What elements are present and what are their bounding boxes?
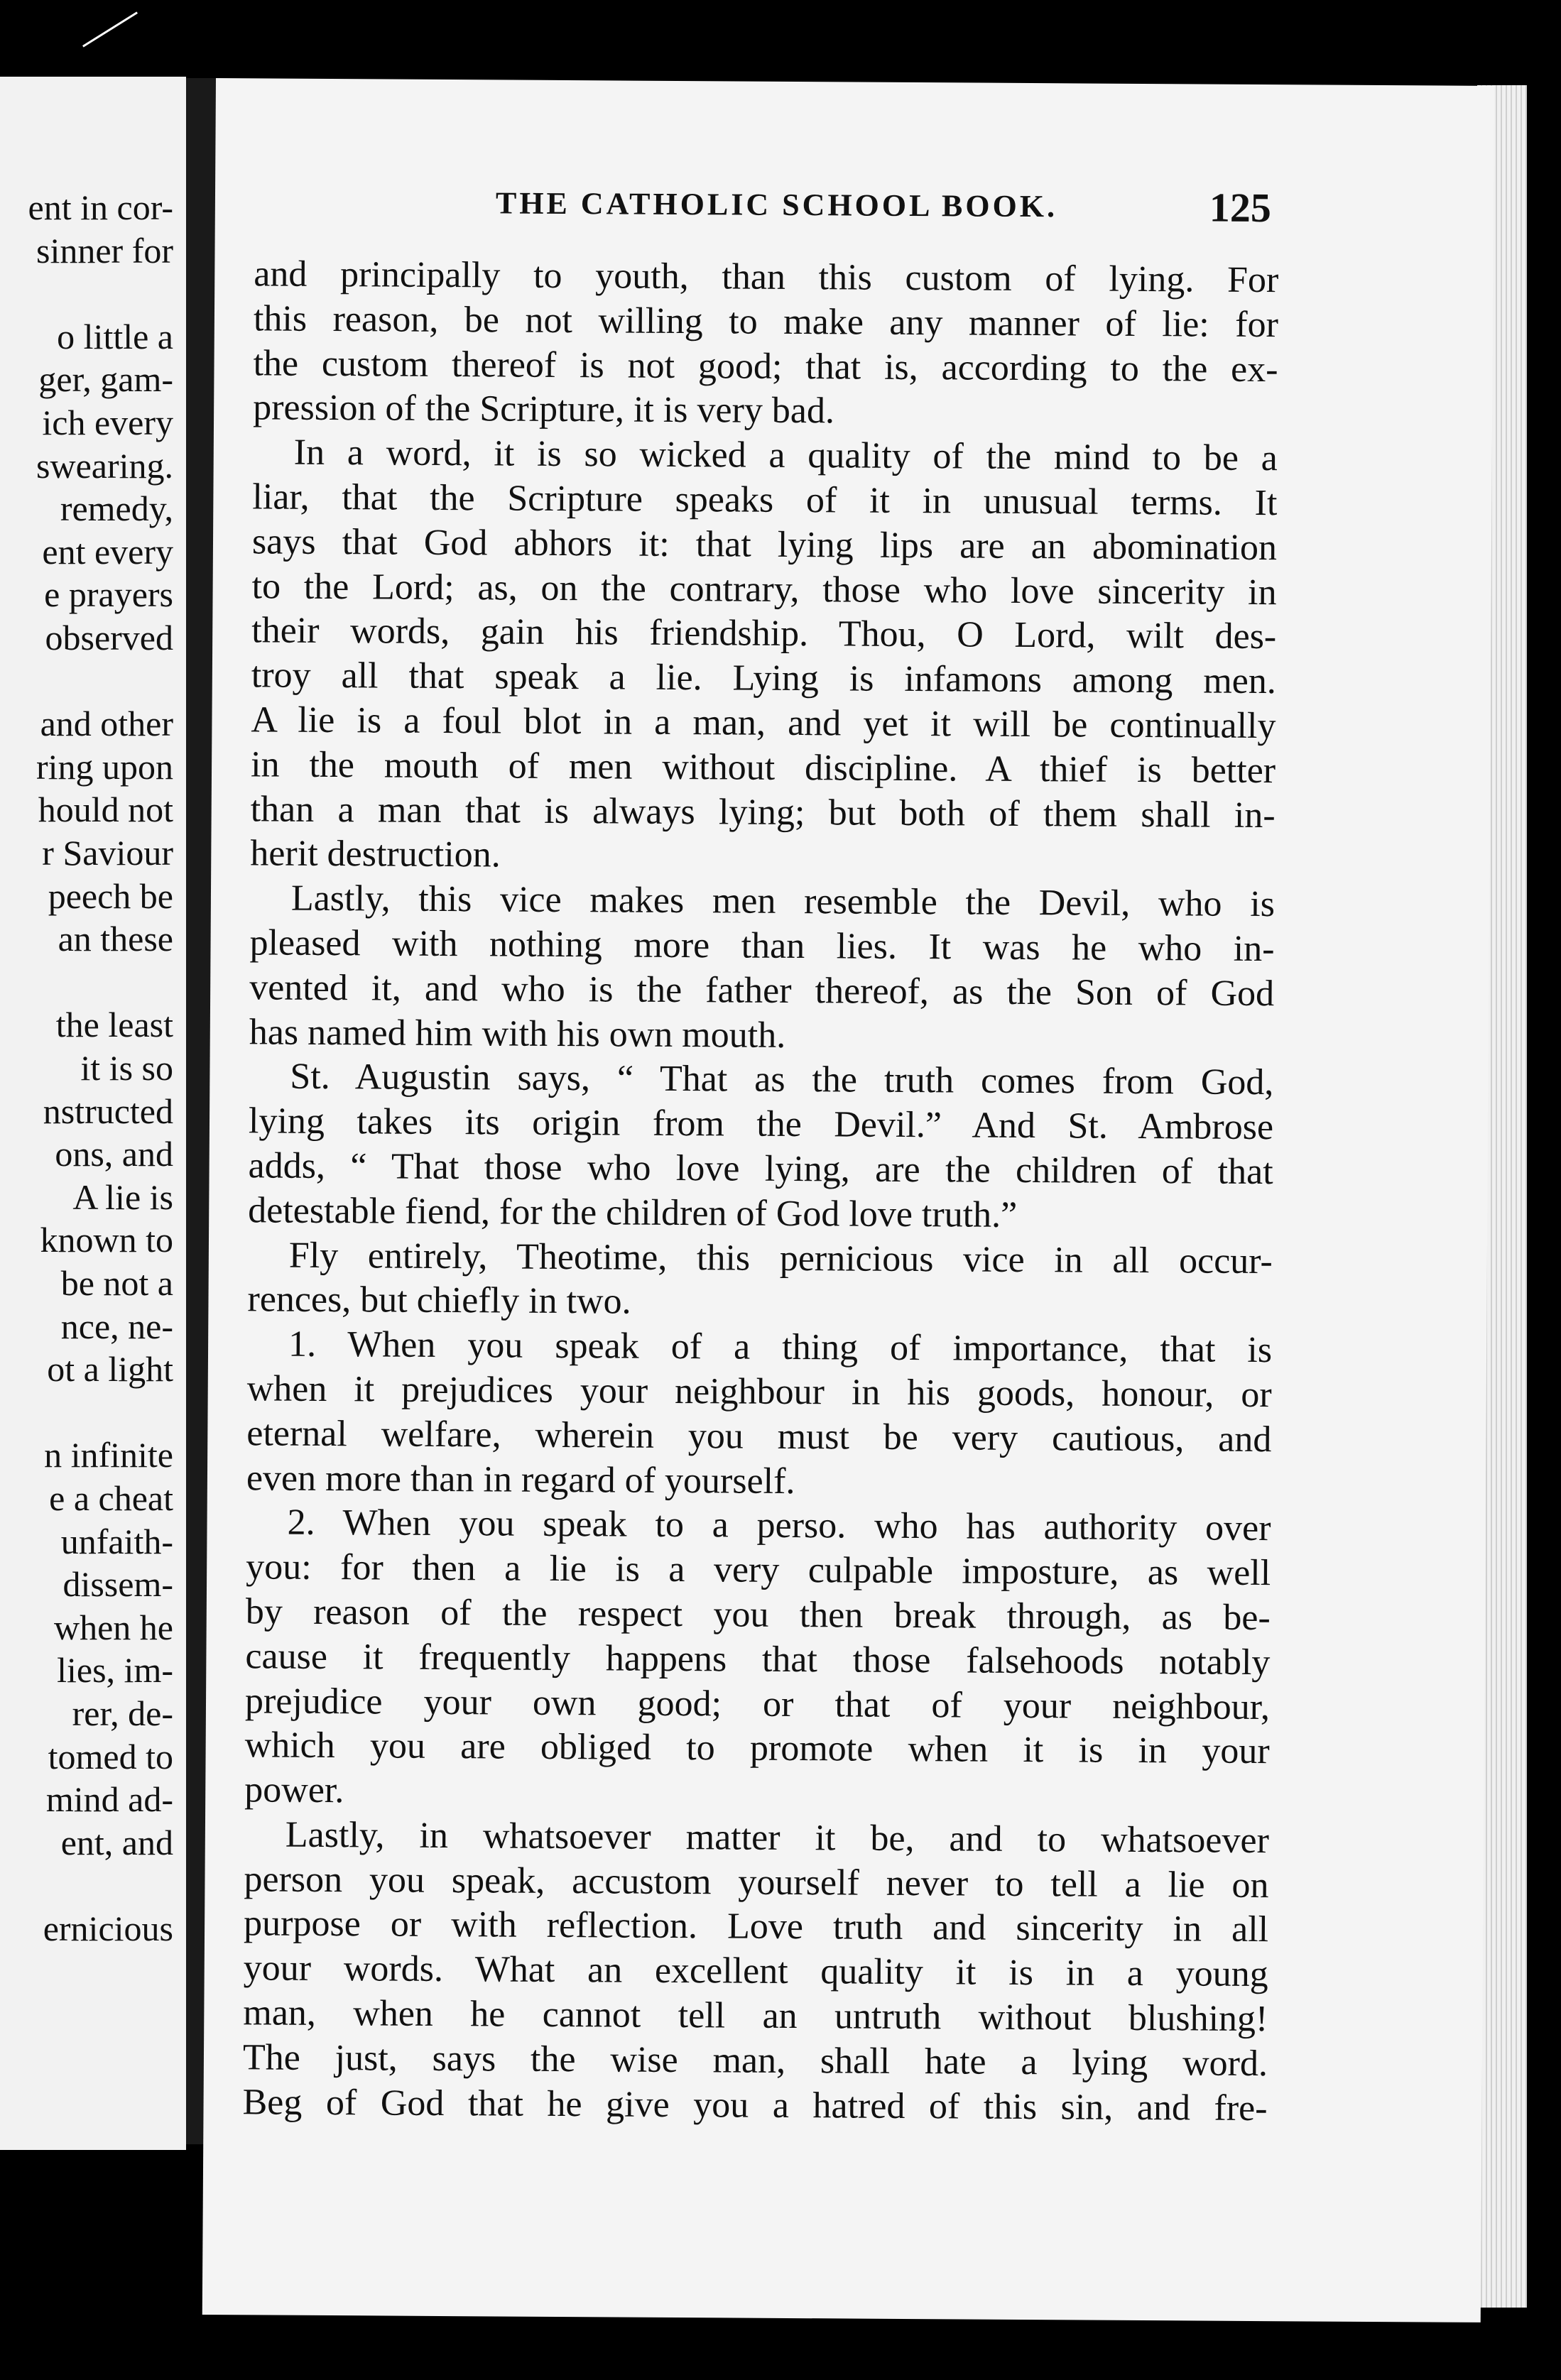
- left-page-fragment: dissem-: [62, 1564, 173, 1605]
- left-page-fragment: ons, and: [55, 1134, 173, 1174]
- text-line: power.: [244, 1769, 344, 1811]
- text-line: person you speak, accustom yourself never to tell a lie on: [244, 1858, 1269, 1906]
- text-line: the custom thereof is not good; that is, according to the ex-: [253, 342, 1278, 390]
- left-page-fragment: observed: [45, 618, 173, 657]
- page-number: 125: [1209, 184, 1272, 231]
- text-line: A lie is a foul blot in a man, and yet it will be continually: [251, 699, 1276, 747]
- left-page-fragment: A lie is: [72, 1177, 173, 1217]
- text-line: Fly entirely, Theotime, this pernicious vice in all occur-: [288, 1235, 1273, 1282]
- left-page-fragment: ger, gam-: [38, 359, 173, 400]
- left-page-fragment: nstructed: [43, 1091, 173, 1131]
- left-page-fragment: it is so: [80, 1048, 173, 1088]
- text-line: pleased with nothing more than lies. It was he who in-: [249, 922, 1275, 970]
- text-line: pression of the Scripture, it is very bad.: [252, 387, 835, 432]
- left-page-fragment: ent, and: [60, 1822, 173, 1862]
- text-line: Lastly, in whatsoever matter it be, and to whatsoever: [285, 1814, 1270, 1861]
- left-page-fragment: rer, de-: [72, 1693, 173, 1733]
- left-page-fragment: ernicious: [43, 1909, 173, 1948]
- text-line: this reason, be not willing to make any manner of lie: for: [253, 298, 1279, 345]
- text-line: their words, gain his friendship. Thou, O Lord, wilt des-: [251, 610, 1277, 657]
- text-line: 1. When you speak of a thing of importance, that is: [288, 1323, 1273, 1371]
- text-line: even more than in regard of yourself.: [246, 1457, 795, 1502]
- left-page-fragment: n infinite: [44, 1435, 173, 1475]
- text-line: when it prejudices your neighbour in his goods, honour, or: [246, 1368, 1272, 1416]
- left-page-fragment: lies, im-: [57, 1650, 173, 1691]
- text-line: 2. When you speak to a perso. who has authority over: [287, 1502, 1271, 1549]
- body-text: [242, 252, 1278, 2131]
- text-line: has named him with his own mouth.: [249, 1011, 786, 1056]
- left-page-fragment: and other: [40, 704, 173, 744]
- text-line: adds, “ That those who love lying, are the children of that: [248, 1145, 1273, 1193]
- left-page-fragment: peech be: [48, 875, 173, 916]
- left-page-fragment: swearing.: [36, 445, 173, 486]
- text-line: by reason of the respect you then break through, as be-: [245, 1591, 1271, 1639]
- text-line: and principally to youth, than this custom of lying. For: [254, 253, 1279, 301]
- text-line: eternal welfare, wherein you must be very cautious, and: [246, 1413, 1272, 1460]
- left-page-fragment: o little a: [57, 316, 173, 356]
- left-page-fragment: an these: [58, 919, 173, 959]
- text-line: The just, says the wise man, shall hate a lying word.: [242, 2037, 1268, 2084]
- text-line: says that God abhors it: that lying lips are an abomination: [251, 521, 1278, 568]
- text-line: to the Lord; as, on the contrary, those who love sincerity in: [251, 565, 1277, 613]
- text-line: Lastly, this vice makes men resemble the Devil, who is: [290, 878, 1276, 925]
- text-line: in the mouth of men without discipline. A thief is better: [250, 744, 1276, 791]
- text-line: man, when he cannot tell an untruth without blushing!: [243, 1992, 1268, 2040]
- left-page-fragment: ich every: [42, 403, 173, 442]
- text-line: your words. What an excellent quality it is in a young: [243, 1948, 1268, 1995]
- left-page-fragment: ent in cor-: [28, 187, 173, 227]
- left-page-fragment: be not a: [60, 1263, 173, 1303]
- left-page-fragment: sinner for: [36, 230, 173, 271]
- text-line: prejudice your own good; or that of your neighbour,: [244, 1680, 1271, 1727]
- page-header: [215, 178, 1494, 242]
- left-page-fragment: the least: [55, 1005, 173, 1045]
- left-page-fragment: known to: [40, 1220, 173, 1260]
- text-line: than a man that is always lying; but both of them shall in-: [250, 788, 1276, 836]
- text-line: lying takes its origin from the Devil.” And St. Ambrose: [248, 1101, 1274, 1148]
- text-line: rences, but chiefly in two.: [247, 1279, 631, 1322]
- text-line: troy all that speak a lie. Lying is infamons among men.: [251, 655, 1277, 702]
- left-page-fragment: hould not: [38, 790, 173, 830]
- left-page-fragment: nce, ne-: [60, 1306, 173, 1346]
- film-scratch: [82, 11, 138, 47]
- running-title: THE CATHOLIC SCHOOL BOOK.: [495, 185, 1058, 224]
- text-line: which you are obliged to promote when it is in your: [244, 1725, 1270, 1772]
- left-page-fragment: e prayers: [44, 574, 173, 615]
- text-line: herit destruction.: [250, 833, 501, 875]
- left-page: [0, 77, 186, 2150]
- text-line: detestable fiend, for the children of God love truth.”: [248, 1190, 1018, 1235]
- left-page-fragment: remedy,: [60, 488, 173, 529]
- left-page-fragment: r Saviour: [42, 833, 173, 873]
- left-page-fragment: e a cheat: [49, 1478, 173, 1518]
- text-line: liar, that the Scripture speaks of it in unusual terms. It: [252, 476, 1278, 524]
- text-line: In a word, it is so wicked a quality of the mind to be a: [293, 432, 1278, 479]
- left-page-fragment: when he: [54, 1607, 173, 1647]
- right-page: [202, 78, 1494, 2322]
- left-page-fragment: ring upon: [36, 746, 173, 787]
- left-page-fragment: mind ad-: [45, 1779, 173, 1820]
- text-line: St. Augustin says, “ That as the truth comes from God,: [290, 1057, 1274, 1103]
- text-line: vented it, and who is the father thereof, as the Son of God: [249, 967, 1275, 1014]
- text-line: cause it frequently happens that those falsehoods notably: [245, 1635, 1271, 1683]
- left-page-fragment: ent every: [42, 531, 173, 572]
- left-page-fragment: unfaith-: [60, 1521, 173, 1561]
- text-line: you: for then a lie is a very culpable imposture, as well: [246, 1546, 1271, 1594]
- left-page-fragment: tomed to: [48, 1736, 173, 1776]
- text-line: Beg of God that he give you a hatred of this sin, and fre-: [242, 2081, 1268, 2129]
- text-line: purpose or with reflection. Love truth and sincerity in all: [243, 1903, 1269, 1950]
- left-page-fragment: ot a light: [47, 1349, 173, 1390]
